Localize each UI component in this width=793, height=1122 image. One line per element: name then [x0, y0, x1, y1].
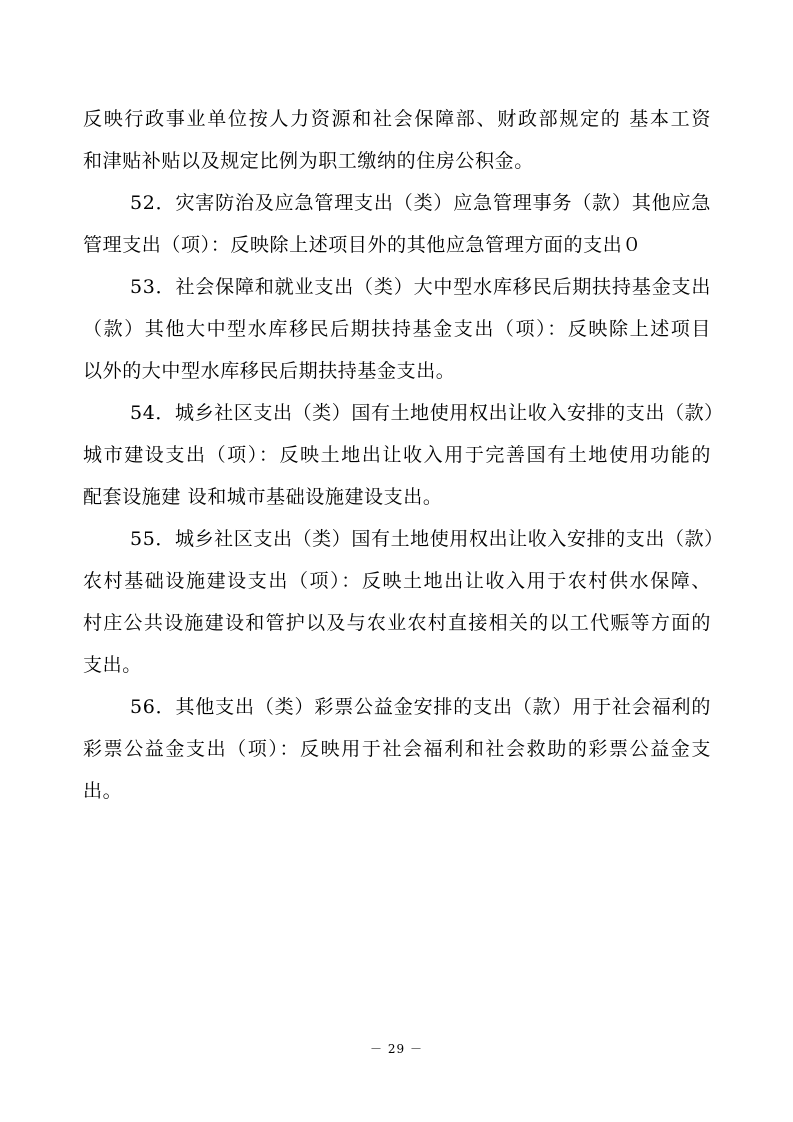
paragraph-line: 城市建设支出（项）：反映土地出让收入用于完善国有土地使用功能的	[83, 444, 711, 466]
item-52-heading-line: 52．灾害防治及应急管理支出（类）应急管理事务（款）其他应急	[130, 192, 711, 214]
paragraph-line: 农村基础设施建设支出（项）：反映土地出让收入用于农村供水保障、	[83, 570, 711, 592]
item-55-heading-line: 55．城乡社区支出（类）国有土地使用权出让收入安排的支出（款）	[130, 528, 724, 550]
paragraph-line: 以外的大中型水库移民后期扶持基金支出。	[83, 360, 456, 382]
paragraph-line: 管理支出（项）：反映除上述项目外的其他应急管理方面的支出０	[83, 234, 642, 256]
paragraph-line: 支出。	[83, 654, 142, 676]
paragraph-line: 反映行政事业单位按人力资源和社会保障部、财政部规定的 基本工资	[83, 108, 711, 130]
item-54-heading-line: 54．城乡社区支出（类）国有土地使用权出让收入安排的支出（款）	[130, 402, 724, 424]
paragraph-line: 配套设施建 设和城市基础设施建设支出。	[83, 486, 443, 508]
paragraph-line: （款）其他大中型水库移民后期扶持基金支出（项）：反映除上述项目	[83, 318, 711, 340]
page-number: － 29 －	[370, 1042, 423, 1056]
paragraph-line: 和津贴补贴以及规定比例为职工缴纳的住房公积金。	[83, 150, 534, 172]
body-text	[83, 98, 724, 812]
paragraph-line: 出。	[83, 780, 123, 802]
item-56-heading-line: 56．其他支出（类）彩票公益金安排的支出（款）用于社会福利的	[130, 696, 711, 718]
paragraph-line: 彩票公益金支出（项）：反映用于社会福利和社会救助的彩票公益金支	[83, 738, 711, 760]
item-53-heading-line: 53．社会保障和就业支出（类）大中型水库移民后期扶持基金支出	[130, 276, 711, 298]
paragraph-line: 村庄公共设施建设和管护以及与农业农村直接相关的以工代赈等方面的	[83, 612, 711, 634]
